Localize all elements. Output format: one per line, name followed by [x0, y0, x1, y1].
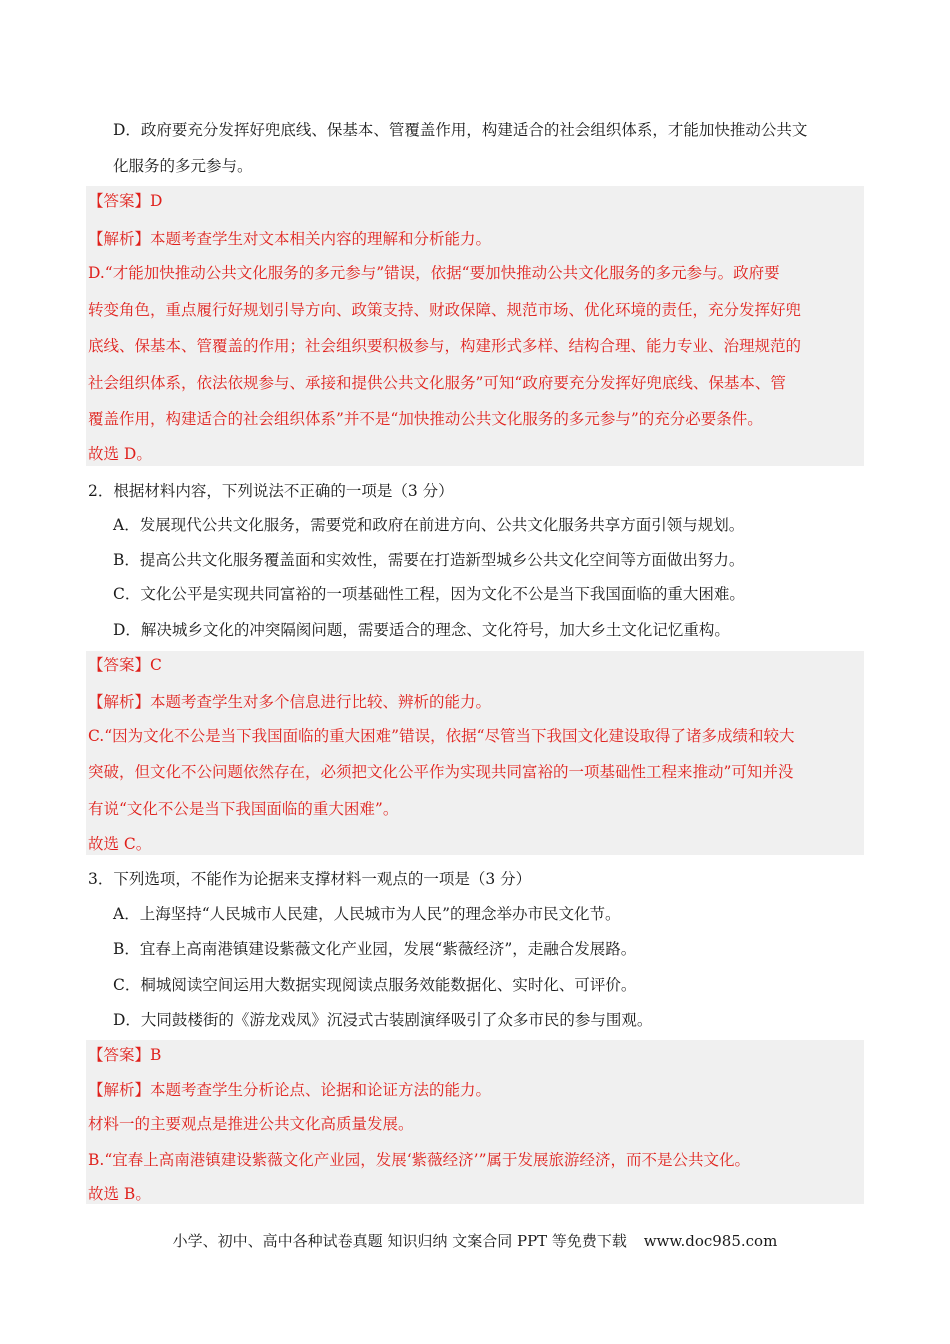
- q1-analysis-intro: [88, 229, 491, 249]
- q2-option-d: D．解决城乡文化的冲突隔阂问题，需要适合的理念、文化符号，加大乡土文化记忆重构。: [113, 621, 730, 639]
- q1-analysis-line: D.“才能加快推动公共文化服务的多元参与”错误，依据“要加快推动公共文化服务的多元参与。政府要: [88, 264, 780, 282]
- q1-option-d-line2: 化服务的多元参与。: [113, 157, 253, 175]
- q3-option-c: C．桐城阅读空间运用大数据实现阅读点服务效能数据化、实时化、可评价。: [113, 976, 637, 994]
- analysis-label: 【解析】: [88, 1081, 151, 1099]
- q1-analysis-line: 覆盖作用，构建适合的社会组织体系”并不是“加快推动公共文化服务的多元参与”的充分必要条件。: [88, 410, 763, 428]
- q3-option-d: D．大同鼓楼街的《游龙戏凤》沉浸式古装剧演绎吸引了众多市民的参与围观。: [113, 1011, 653, 1029]
- q3-answer: 【答案】B: [88, 1046, 162, 1064]
- q2-option-b: B．提高公共文化服务覆盖面和实效性，需要在打造新型城乡公共文化空间等方面做出努力。: [113, 551, 745, 569]
- q3-option-b: B．宜春上高南港镇建设紫薇文化产业园，发展“紫薇经济”，走融合发展路。: [113, 940, 637, 958]
- q2-analysis-line: 有说“文化不公是当下我国面临的重大困难”。: [88, 800, 399, 818]
- q3-analysis-intro: [88, 1080, 491, 1100]
- q3-stem: 3．下列选项，不能作为论据来支撑材料一观点的一项是（3 分）: [88, 870, 532, 888]
- q2-answer: 【答案】C: [88, 656, 162, 674]
- q2-option-c: C．文化公平是实现共同富裕的一项基础性工程，因为文化不公是当下我国面临的重大困难。: [113, 585, 745, 603]
- page-footer: [0, 1230, 950, 1251]
- q2-stem: 2．根据材料内容，下列说法不正确的一项是（3 分）: [88, 482, 454, 500]
- q1-option-d-line1: D．政府要充分发挥好兜底线、保基本、管覆盖作用，构建适合的社会组织体系，才能加快推动公共文: [113, 121, 808, 139]
- analysis-intro-text: 本题考查学生分析论点、论据和论证方法的能力。: [150, 1081, 492, 1099]
- footer-link[interactable]: www.doc985.com: [643, 1232, 778, 1250]
- q3-analysis-line: 材料一的主要观点是推进公共文化高质量发展。: [88, 1115, 414, 1133]
- analysis-intro-text: 本题考查学生对多个信息进行比较、辨析的能力。: [150, 693, 492, 711]
- q2-analysis-line: C.“因为文化不公是当下我国面临的重大困难”错误，依据“尽管当下我国文化建设取得了诸多成绩和较大: [88, 727, 795, 745]
- q3-analysis-line: 故选 B。: [88, 1185, 151, 1203]
- analysis-label: 【解析】: [88, 230, 151, 248]
- q1-analysis-line: 故选 D。: [88, 445, 152, 463]
- q3-analysis-line: B.“宜春上高南港镇建设紫薇文化产业园，发展‘紫薇经济’”属于发展旅游经济，而不是公共文化。: [88, 1151, 751, 1169]
- analysis-label: 【解析】: [88, 693, 151, 711]
- q1-analysis-line: 社会组织体系，依法依规参与、承接和提供公共文化服务”可知“政府要充分发挥好兜底线、保基本、管: [88, 374, 786, 392]
- q1-answer: 【答案】D: [88, 192, 163, 210]
- q2-answer-box: [86, 651, 864, 855]
- q2-analysis-line: 故选 C。: [88, 835, 152, 853]
- q1-analysis-line: 底线、保基本、管覆盖的作用；社会组织要积极参与，构建形式多样、结构合理、能力专业、治理规范的: [88, 337, 802, 355]
- q2-analysis-intro: [88, 692, 491, 712]
- q1-analysis-line: 转变角色，重点履行好规划引导方向、政策支持、财政保障、规范市场、优化环境的责任，充分发挥好兜: [88, 301, 802, 319]
- q2-option-a: A．发展现代公共文化服务，需要党和政府在前进方向、公共文化服务共享方面引领与规划。: [113, 516, 745, 534]
- q2-analysis-line: 突破，但文化不公问题依然存在，必须把文化公平作为实现共同富裕的一项基础性工程来推动”可知并没: [88, 763, 794, 781]
- analysis-intro-text: 本题考查学生对文本相关内容的理解和分析能力。: [150, 230, 492, 248]
- footer-text: 小学、初中、高中各种试卷真题 知识归纳 文案合同 PPT 等免费下载: [172, 1232, 627, 1250]
- q3-option-a: A．上海坚持“人民城市人民建，人民城市为人民”的理念举办市民文化节。: [113, 905, 621, 923]
